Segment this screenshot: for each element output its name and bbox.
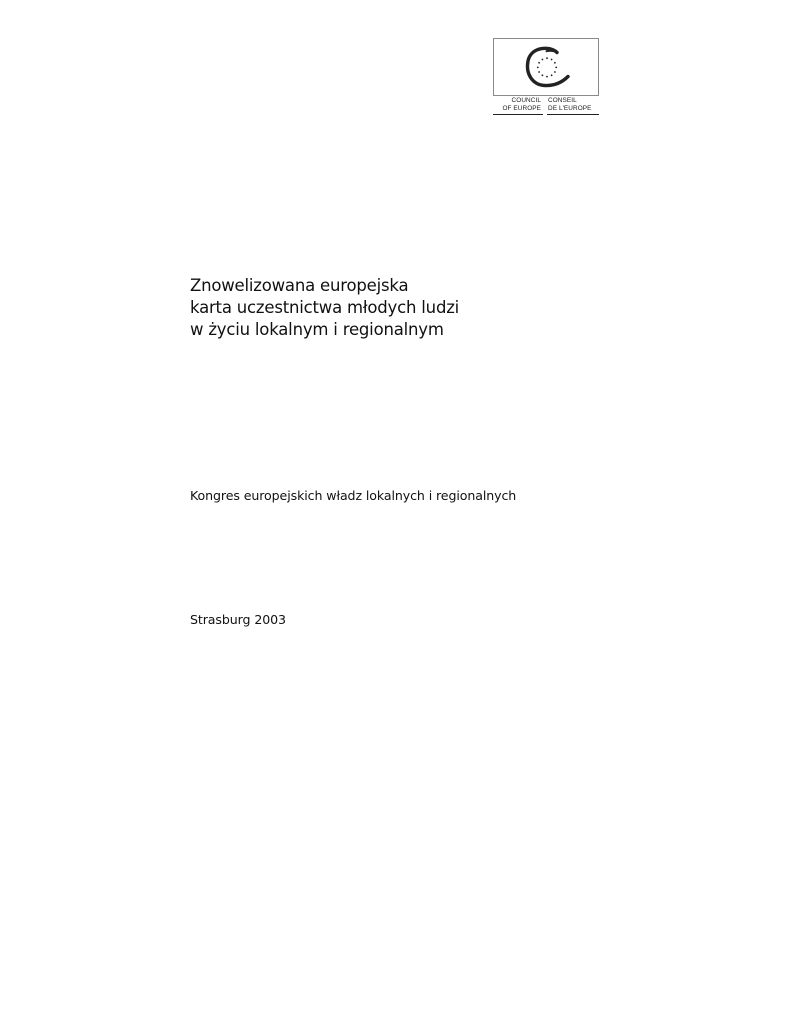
council-of-europe-logo <box>493 38 599 96</box>
document-title-line-2: karta uczestnictwa młodych ludzi <box>190 298 460 317</box>
document-title-line-1: Znowelizowana europejska <box>190 276 409 295</box>
logo-text-french-line1: CONSEIL <box>548 97 577 104</box>
logo-text-french <box>548 97 598 112</box>
logo-underline-french <box>547 114 599 115</box>
document-title <box>190 275 610 341</box>
document-author: Kongres europejskich władz lokalnych i regionalnych <box>190 488 517 503</box>
logo-text-english-line2: OF EUROPE <box>502 104 541 112</box>
stars-ring <box>537 57 557 77</box>
document-place-date: Strasburg 2003 <box>190 612 286 627</box>
document-title-line-3: w życiu lokalnym i regionalnym <box>190 320 444 339</box>
logo-underline-english <box>493 114 543 115</box>
logo-text-english <box>494 97 541 112</box>
council-of-europe-emblem-icon <box>494 39 600 97</box>
logo-text-english-line1: COUNCIL <box>511 97 541 104</box>
logo-text-french-line2: DE L'EUROPE <box>548 104 592 112</box>
